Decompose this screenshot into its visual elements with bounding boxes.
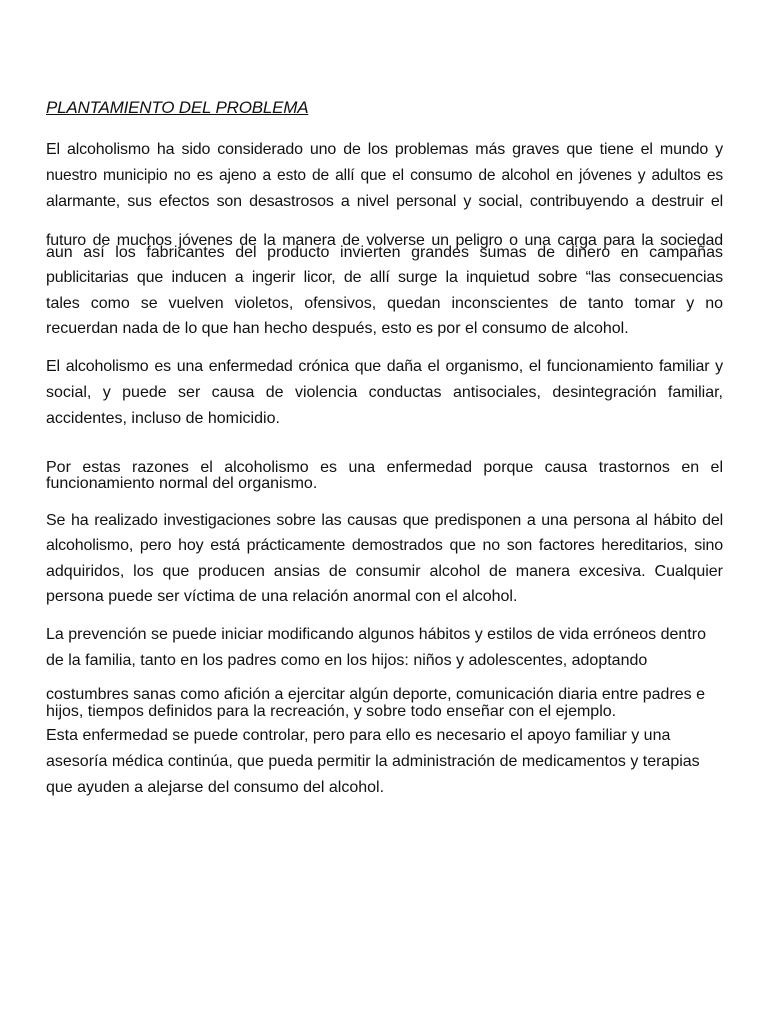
paragraph-1-line-6: publicitarias que inducen a ingerir licor, de allí surge la inquietud sobre “las consecuencias [46, 269, 723, 286]
paragraph-5-line-4: hijos, tiempos definidos para la recreación, y sobre todo enseñar con el ejemplo. [46, 703, 617, 720]
paragraph-4-line-1: Se ha realizado investigaciones sobre las causas que predisponen a una persona al hábito del [46, 512, 723, 529]
paragraph-6-line-2: asesoría médica continúa, que pueda permitir la administración de medicamentos y terapias [46, 753, 700, 770]
paragraph-5-line-1: La prevención se puede iniciar modificando algunos hábitos y estilos de vida erróneos dentro [46, 626, 706, 643]
paragraph-6-line-3: que ayuden a alejarse del consumo del alcohol. [46, 779, 385, 796]
paragraph-2-line-1: El alcoholismo es una enfermedad crónica que daña el organismo, el funcionamiento familiar y [46, 358, 723, 375]
paragraph-4-line-2: alcoholismo, pero hoy está prácticamente demostrados que no son factores hereditarios, sino [46, 537, 723, 554]
paragraph-1-line-3: alarmante, sus efectos son desastrosos a nivel personal y social, contribuyendo a destruir el [46, 193, 723, 210]
paragraph-3-line-2: funcionamiento normal del organismo. [46, 475, 318, 492]
document-title: PLANTAMIENTO DEL PROBLEMA [46, 98, 309, 117]
paragraph-4-line-3: adquiridos, los que producen ansias de consumir alcohol de manera excesiva. Cualquier [46, 563, 723, 580]
paragraph-2-line-3: accidentes, incluso de homicidio. [46, 410, 280, 427]
paragraph-6-line-1: Esta enfermedad se puede controlar, pero para ello es necesario el apoyo familiar y una [46, 727, 671, 744]
paragraph-1-line-2: nuestro municipio no es ajeno a esto de allí que el consumo de alcohol en jóvenes y adultos es [46, 167, 723, 184]
paragraph-1-line-4: futuro de muchos jóvenes de la manera de volverse un peligro o una carga para la sociedad [46, 232, 723, 249]
paragraph-4-line-4: persona puede ser víctima de una relación anormal con el alcohol. [46, 588, 518, 605]
paragraph-1-line-8: recuerdan nada de lo que han hecho después, esto es por el consumo de alcohol. [46, 320, 629, 337]
paragraph-1-line-1: El alcoholismo ha sido considerado uno de los problemas más graves que tiene el mundo y [46, 141, 723, 158]
paragraph-1-line-5: aun así los fabricantes del producto invierten grandes sumas de dinero en campañas [46, 244, 723, 261]
paragraph-1-line-7: tales como se vuelven violetos, ofensivos, quedan inconscientes de tanto tomar y no [46, 295, 723, 312]
paragraph-5-line-3: costumbres sanas como afición a ejercitar algún deporte, comunicación diaria entre padres e [46, 686, 706, 703]
paragraph-2-line-2: social, y puede ser causa de violencia conductas antisociales, desintegración familiar, [46, 384, 723, 401]
paragraph-3-line-1: Por estas razones el alcoholismo es una enfermedad porque causa trastornos en el [46, 459, 723, 476]
paragraph-5-line-2: de la familia, tanto en los padres como en los hijos: niños y adolescentes, adoptando [46, 652, 648, 669]
